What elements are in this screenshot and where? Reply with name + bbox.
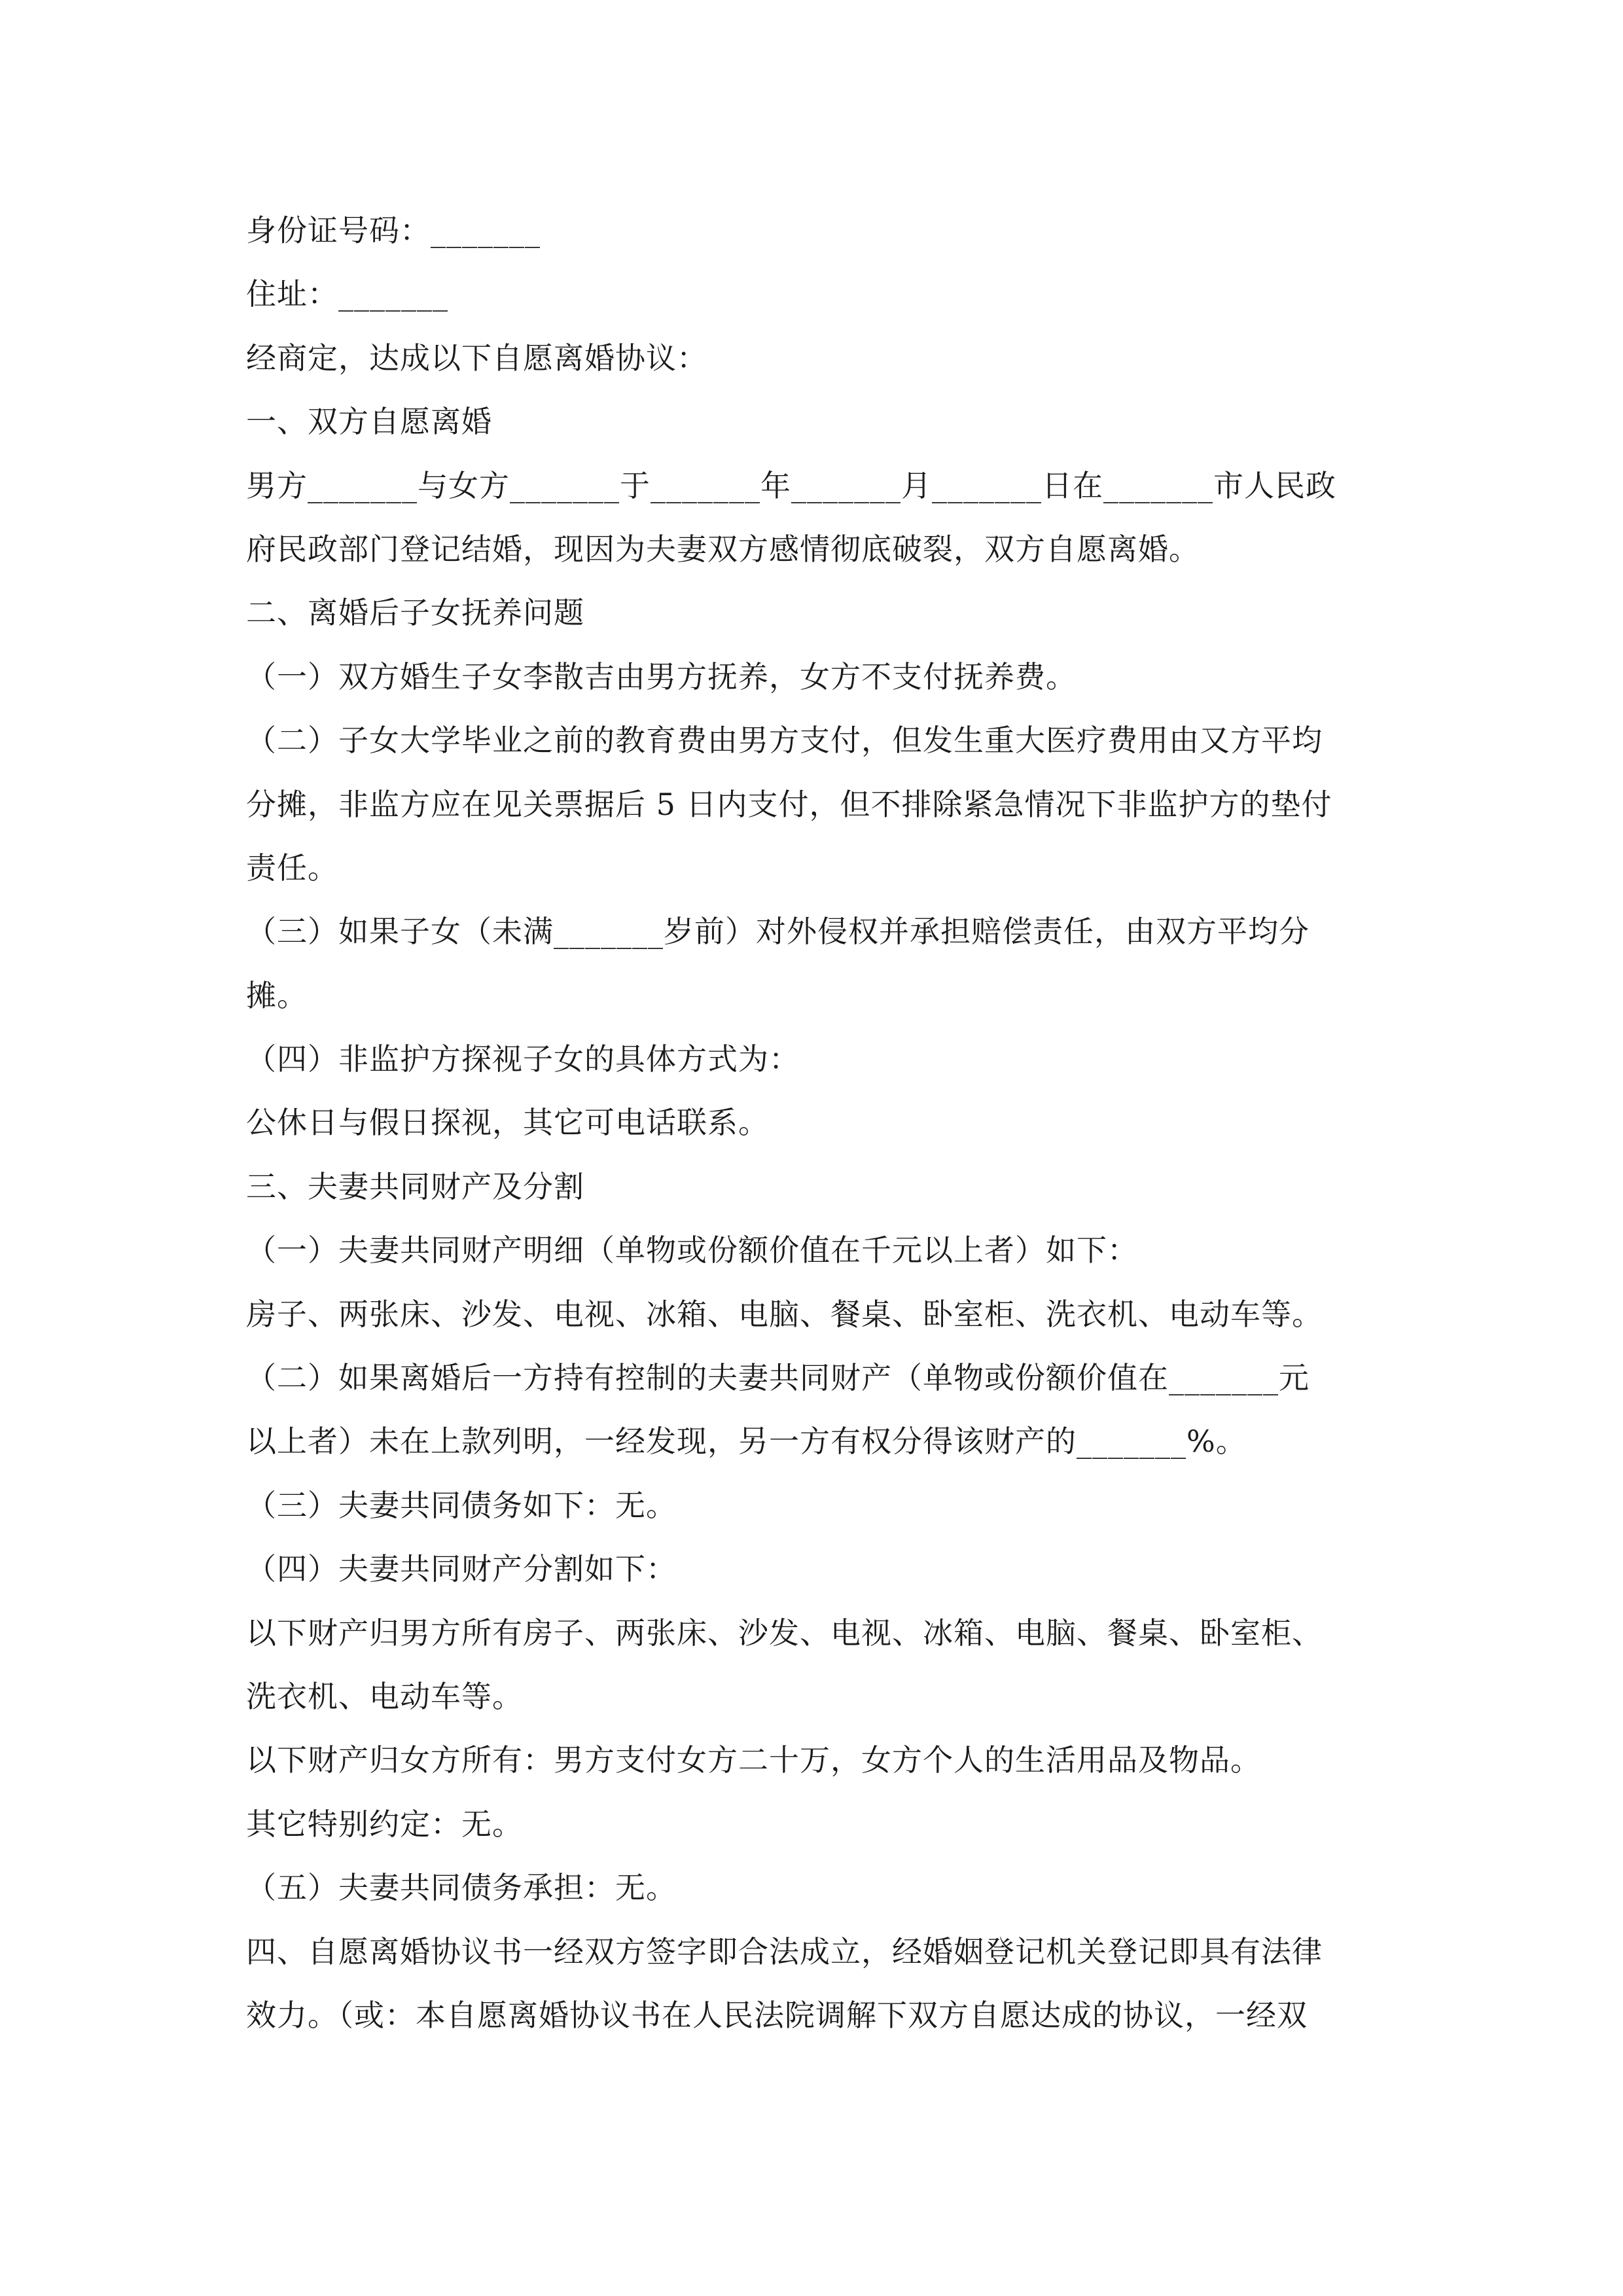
paragraph-line: （二）子女大学毕业之前的教育费由男方支付，但发生重大医疗费用由又方平均	[246, 723, 1323, 759]
paragraph-line: （二）如果离婚后一方持有控制的夫妻共同财产（单物或份额价值在_______元	[246, 1360, 1310, 1396]
paragraph-line: 其它特别约定：无。	[246, 1806, 523, 1842]
section-heading-3: 三、夫妻共同财产及分割	[246, 1168, 584, 1204]
paragraph-line: （三）如果子女（未满_______岁前）对外侵权并承担赔偿责任，由双方平均分	[246, 914, 1310, 950]
paragraph-line: （四）非监护方探视子女的具体方式为：	[246, 1041, 800, 1077]
section-heading-2: 二、离婚后子女抚养问题	[246, 595, 584, 631]
paragraph-line: （一）双方婚生子女李散吉由男方抚养，女方不支付抚养费。	[246, 658, 1077, 694]
paragraph-line: （五）夫妻共同债务承担：无。	[246, 1870, 677, 1906]
paragraph-line: 以上者）未在上款列明，一经发现，另一方有权分得该财产的_______%。	[246, 1424, 1247, 1460]
document-body	[246, 199, 1398, 2047]
id-number-line: 身份证号码：_______	[246, 213, 541, 248]
section-heading-4: 四、自愿离婚协议书一经双方签字即合法成立，经婚姻登记机关登记即具有法律	[246, 1933, 1323, 1969]
paragraph-line: 公休日与假日探视，其它可电话联系。	[246, 1105, 769, 1141]
paragraph-line: 以下财产归女方所有：男方支付女方二十万，女方个人的生活用品及物品。	[246, 1742, 1261, 1778]
paragraph-line: 责任。	[246, 850, 338, 886]
paragraph-line: 分摊，非监方应在见关票据后 5 日内支付，但不排除紧急情况下非监护方的垫付	[246, 786, 1332, 822]
paragraph-line: 洗衣机、电动车等。	[246, 1678, 523, 1714]
address-line: 住址：_______	[246, 276, 448, 312]
paragraph-line: 效力。（或：本自愿离婚协议书在人民法院调解下双方自愿达成的协议，一经双	[246, 1997, 1308, 2033]
paragraph-line: 房子、两张床、沙发、电视、冰箱、电脑、餐桌、卧室柜、洗衣机、电动车等。	[246, 1296, 1323, 1332]
paragraph-line: （四）夫妻共同财产分割如下：	[246, 1551, 677, 1587]
paragraph-line: 府民政部门登记结婚，现因为夫妻双方感情彻底破裂，双方自愿离婚。	[246, 531, 1200, 567]
paragraph-line: 以下财产归男方所有房子、两张床、沙发、电视、冰箱、电脑、餐桌、卧室柜、	[246, 1615, 1323, 1651]
paragraph-line: 男方_______与女方_______于_______年_______月_______日在_______市人民政	[246, 467, 1336, 503]
paragraph-line: 摊。	[246, 977, 308, 1013]
agreement-intro: 经商定，达成以下自愿离婚协议：	[246, 340, 707, 376]
section-heading-1: 一、双方自愿离婚	[246, 404, 492, 440]
paragraph-line: （一）夫妻共同财产明细（单物或份额价值在千元以上者）如下：	[246, 1232, 1138, 1268]
paragraph-line: （三）夫妻共同债务如下：无。	[246, 1487, 677, 1523]
